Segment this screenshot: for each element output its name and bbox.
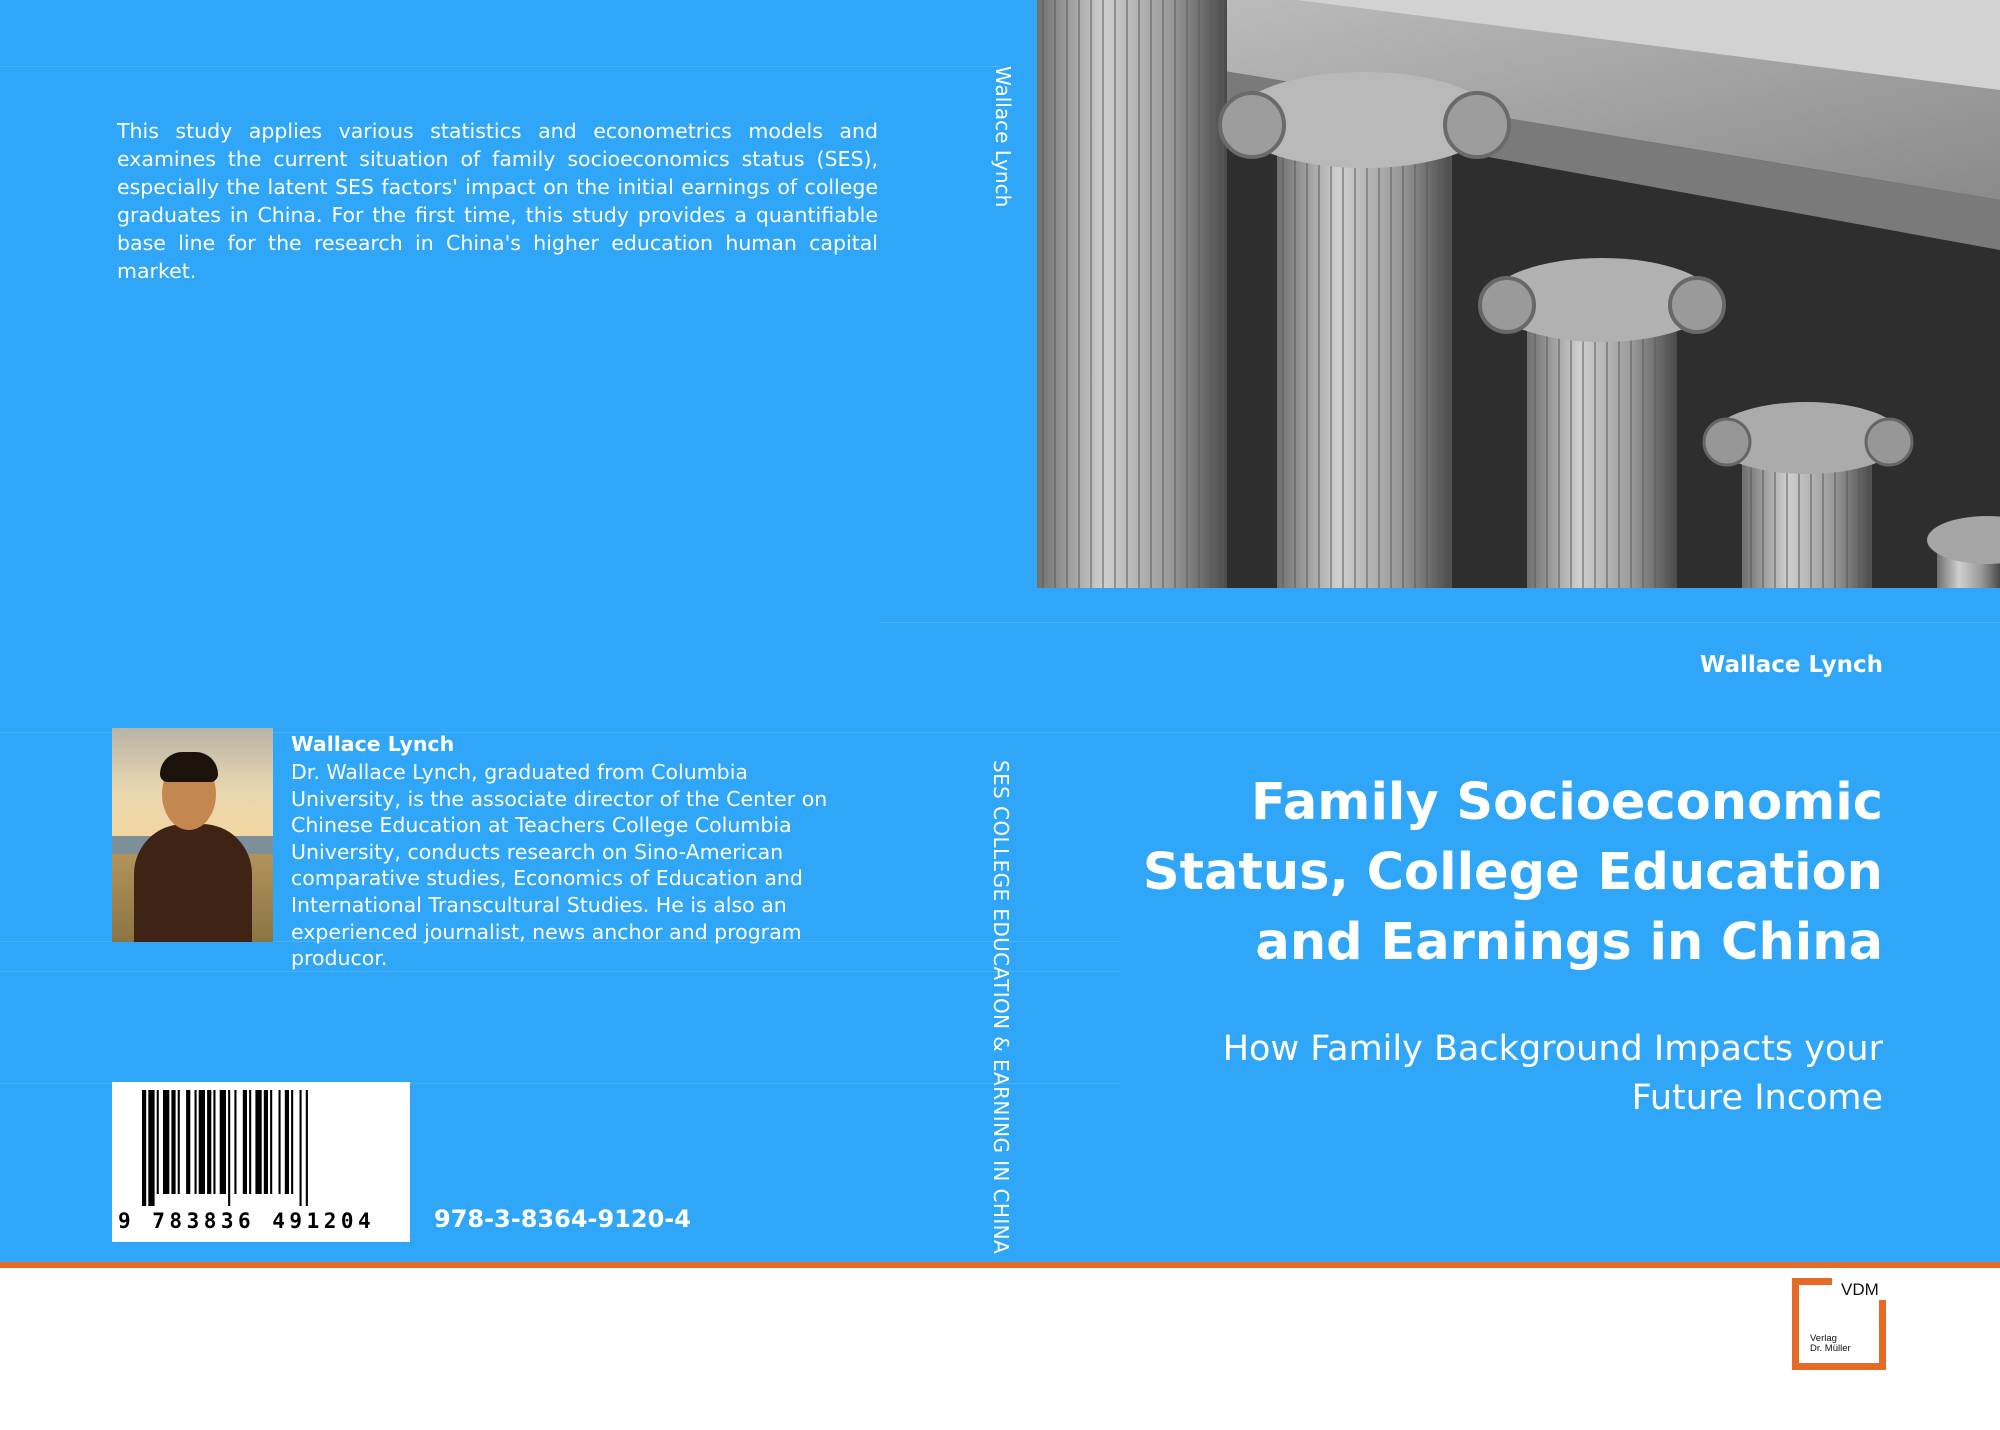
barcode-bar bbox=[228, 1090, 230, 1206]
author-photo bbox=[112, 728, 273, 942]
back-author-name: Wallace Lynch bbox=[291, 732, 455, 756]
barcode-bar bbox=[178, 1090, 180, 1194]
cover-photo-columns bbox=[1037, 0, 2000, 588]
barcode-bar bbox=[213, 1090, 215, 1194]
spine-author: Wallace Lynch bbox=[991, 66, 1015, 208]
barcode-bar bbox=[186, 1090, 190, 1194]
logo-text: VDM bbox=[1841, 1280, 1879, 1299]
barcode-bar bbox=[195, 1090, 197, 1194]
accent-strip bbox=[0, 1262, 2000, 1268]
guide-line bbox=[0, 66, 1000, 67]
book-subtitle: How Family Background Impacts your Future Income bbox=[1222, 1029, 1883, 1118]
barcode-bar bbox=[234, 1090, 236, 1194]
barcode-bar bbox=[157, 1090, 159, 1194]
back-cover-blurb: This study applies various statistics and econometrics models and examines the current situation of family socioeconomics status (SES), especially the latent SES factors' impact on the initial earnings of college graduates in China. For the first time, this study provides a quantifiable base line for the research in China's higher education human capital market. bbox=[117, 119, 878, 283]
barcode-bar bbox=[255, 1090, 261, 1194]
barcode-bar bbox=[306, 1090, 308, 1206]
barcode-bar bbox=[207, 1090, 211, 1194]
book-title: Family Socioeconomic Status, College Education and Earnings in China bbox=[1142, 773, 1883, 972]
barcode bbox=[112, 1082, 410, 1242]
columns-illustration bbox=[1037, 0, 2000, 588]
logo-subtext: Verlag Dr. Müller bbox=[1810, 1333, 1851, 1354]
barcode-bar bbox=[279, 1090, 281, 1194]
barcode-bar bbox=[142, 1090, 146, 1206]
barcode-bar bbox=[291, 1090, 293, 1194]
isbn: 978-3-8364-9120-4 bbox=[434, 1205, 691, 1233]
front-author-name: Wallace Lynch bbox=[1699, 652, 1883, 678]
guide-line bbox=[880, 622, 2000, 623]
publisher-logo bbox=[1792, 1278, 1886, 1370]
barcode-bar bbox=[171, 1090, 175, 1194]
barcode-bar bbox=[199, 1090, 205, 1194]
barcode-bar bbox=[148, 1090, 154, 1206]
barcode-bar bbox=[285, 1090, 289, 1194]
barcode-bar bbox=[300, 1090, 302, 1206]
barcode-bars bbox=[142, 1090, 382, 1206]
barcode-bar bbox=[264, 1090, 268, 1194]
spine-title: SES COLLEGE EDUCATION & EARNING IN CHINA bbox=[989, 760, 1013, 1255]
barcode-bar bbox=[220, 1090, 226, 1194]
barcode-bar bbox=[243, 1090, 247, 1194]
barcode-bar bbox=[163, 1090, 169, 1194]
barcode-bar bbox=[270, 1090, 272, 1194]
barcode-bar bbox=[249, 1090, 251, 1194]
author-bio: Dr. Wallace Lynch, graduated from Columbia University, is the associate director of the Center on Chinese Education at Teachers College Columbia University, conducts research on Sino-American comparative studies, Economics of Education and International Transcultural Studies. He is also an experienced journalist, news anchor and program producor. bbox=[291, 760, 828, 971]
barcode-digits: 9 783836 491204 bbox=[118, 1209, 376, 1233]
